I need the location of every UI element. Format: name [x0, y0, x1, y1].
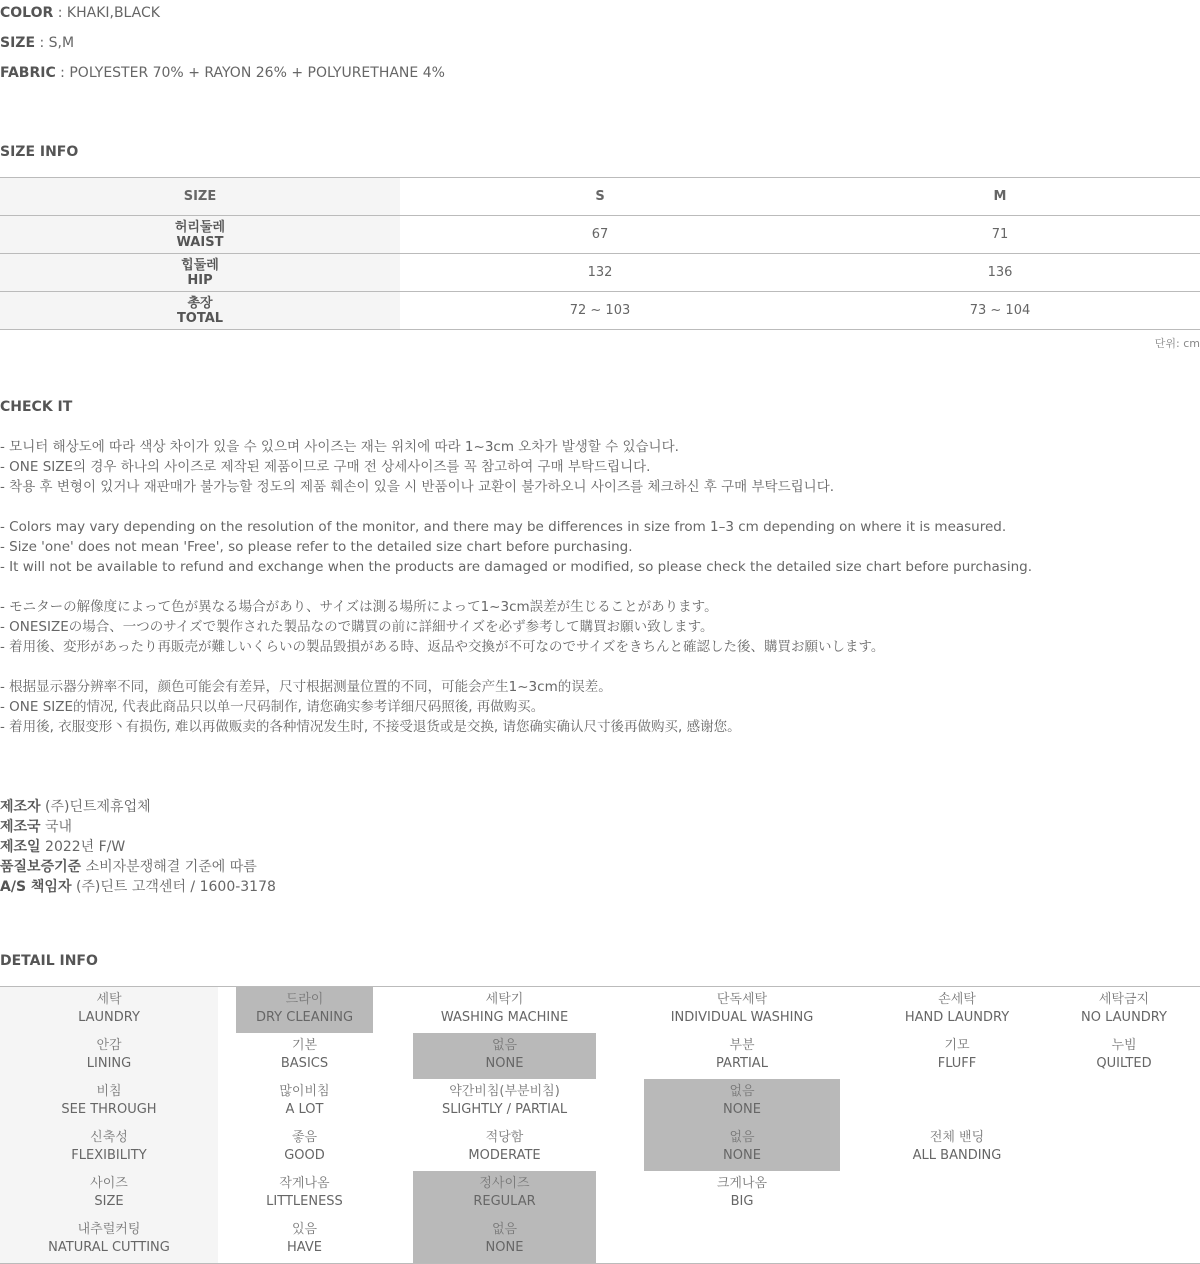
maker-label: 품질보증기준 — [0, 859, 82, 875]
notice-line: - ONE SIZE의 경우 하나의 사이즈로 제작된 제품이므로 구매 전 상세사이즈를 꼭 참고하여 구매 부탁드립니다. — [0, 459, 651, 475]
maker-line — [0, 837, 276, 857]
detail-option: 약간비침(부분비침) SLIGHTLY / PARTIAL — [441, 1084, 568, 1117]
measure-header — [0, 254, 400, 292]
size-label: SIZE — [0, 35, 36, 51]
size-table-header-row — [0, 178, 1200, 216]
table-row — [0, 216, 1200, 254]
maker-value: 소비자분쟁해결 기준에 따름 — [85, 859, 257, 875]
detail-option: 없음 NONE — [485, 1222, 524, 1255]
unit-note: 단위: cm — [1154, 337, 1200, 350]
size-m-header: M — [800, 178, 1200, 216]
measure-ko: 총장 — [187, 295, 213, 311]
table-row — [0, 254, 1200, 292]
check-ko — [0, 437, 834, 497]
detail-option: 있음 HAVE — [287, 1222, 322, 1255]
maker-info — [0, 797, 276, 897]
measure-en: HIP — [187, 272, 213, 288]
measure-en: TOTAL — [176, 310, 224, 326]
check-en — [0, 517, 1032, 577]
maker-line — [0, 817, 276, 837]
size-m-value: 71 — [800, 216, 1200, 254]
size-table — [0, 177, 1200, 330]
measure-header — [0, 292, 400, 330]
detail-option: 기모 FLUFF — [937, 1038, 977, 1071]
notice-line: - 着用後, 衣服变形丶有损伤, 难以再做贩卖的各种情况发生时, 不接受退货或是交换, 请您确实确认尺寸後再做购买, 感谢您。 — [0, 719, 741, 735]
fabric-label: FABRIC — [0, 65, 56, 81]
notice-line: - Size 'one' does not mean 'Free', so please refer to the detailed size chart before purchasing. — [0, 539, 633, 555]
size-header-cell: SIZE — [0, 178, 400, 216]
maker-value: 국내 — [45, 819, 73, 835]
maker-label: 제조자 — [0, 799, 41, 815]
maker-line — [0, 877, 276, 897]
detail-option: 단독세탁 INDIVIDUAL WASHING — [670, 992, 814, 1025]
detail-option: 적당함 MODERATE — [468, 1130, 541, 1163]
maker-value: 2022년 F/W — [45, 839, 126, 855]
detail-option: 기본 BASICS — [280, 1038, 329, 1071]
fabric-line: FABRIC : POLYESTER 70% + RAYON 26% + POLYURETHANE 4% — [0, 65, 445, 81]
size-line: SIZE : S,M — [0, 35, 75, 51]
detail-option: 없음 NONE — [723, 1084, 761, 1117]
maker-label: A/S 책임자 — [0, 879, 72, 895]
detail-info-title: DETAIL INFO — [0, 953, 98, 969]
measure-ko: 힙둘레 — [181, 257, 219, 273]
size-s-value: 67 — [400, 216, 800, 254]
check-zh — [0, 677, 741, 737]
notice-line: - 모니터 해상도에 따라 색상 차이가 있을 수 있으며 사이즈는 재는 위치에 따라 1~3cm 오차가 발생할 수 있습니다. — [0, 439, 679, 455]
color-line: COLOR : KHAKI,BLACK — [0, 5, 160, 21]
maker-label: 제조국 — [0, 819, 41, 835]
detail-option: 전체 밴딩 ALL BANDING — [912, 1130, 1002, 1163]
detail-option: 크게나옴 BIG — [716, 1176, 768, 1209]
table-row — [0, 292, 1200, 330]
notice-line: - 着用後、変形があったり再販売が難しいくらいの製品毀損がある時、返品や交換が不可なのでサイズをきちんと確認した後、購買お願いします。 — [0, 639, 885, 655]
detail-option: 없음 NONE — [485, 1038, 524, 1071]
maker-value: (주)딘트 고객센터 / 1600-3178 — [75, 879, 276, 895]
detail-option: 많이비침 A LOT — [279, 1084, 330, 1117]
measure-header — [0, 216, 400, 254]
detail-option: 작게나옴 LITTLENESS — [266, 1176, 343, 1209]
detail-option: 세탁기 WASHING MACHINE — [440, 992, 569, 1025]
size-m-value: 136 — [800, 254, 1200, 292]
detail-header-lining: 안감 LINING — [86, 1038, 132, 1071]
size-info-title: SIZE INFO — [0, 144, 79, 160]
notice-line: - モニターの解像度によって色が異なる場合があり、サイズは測る場所によって1~3cm誤差が生じることがあります。 — [0, 599, 718, 615]
measure-ko: 허리둘레 — [174, 219, 226, 235]
maker-line — [0, 797, 276, 817]
maker-value: (주)딘트제휴업체 — [45, 799, 151, 815]
notice-line: - 착용 후 변형이 있거나 재판매가 불가능할 정도의 제품 훼손이 있을 시 반품이나 교환이 불가하오니 사이즈를 체크하신 후 구매 부탁드립니다. — [0, 479, 835, 495]
size-s-header: S — [400, 178, 800, 216]
check-it-title: CHECK IT — [0, 399, 73, 415]
size-value: S,M — [48, 35, 75, 51]
detail-header-natural-cutting: 내추럴커팅 NATURAL CUTTING — [48, 1222, 170, 1255]
detail-header-laundry: 세탁 LAUNDRY — [78, 992, 140, 1025]
detail-option: 좋음 GOOD — [284, 1130, 325, 1163]
detail-option: 누빔 QUILTED — [1096, 1038, 1152, 1071]
notice-line: - 根据显示器分辨率不同，颜色可能会有差异，尺寸根据测量位置的不同，可能会产生1~3cm的误差。 — [0, 679, 612, 695]
detail-option: 손세탁 HAND LAUNDRY — [904, 992, 1010, 1025]
fabric-value: POLYESTER 70% + RAYON 26% + POLYURETHANE 4% — [69, 65, 445, 81]
notice-line: - ONE SIZE的情况, 代表此商品只以单一尺码制作, 请您确实参考详细尺码照後, 再做购买。 — [0, 699, 545, 715]
size-s-value: 132 — [400, 254, 800, 292]
detail-option: 부분 PARTIAL — [716, 1038, 768, 1071]
detail-option: 세탁금지 NO LAUNDRY — [1081, 992, 1167, 1025]
detail-header-size: 사이즈 SIZE — [90, 1176, 128, 1209]
color-label: COLOR — [0, 5, 54, 21]
notice-line: - It will not be available to refund and exchange when the products are damaged or modified, so please check the detailed size chart before purchasing. — [0, 559, 1032, 575]
color-value: KHAKI,BLACK — [66, 5, 160, 21]
detail-grid — [0, 986, 1200, 1264]
detail-option: 없음 NONE — [723, 1130, 761, 1163]
detail-option: 정사이즈 REGULAR — [473, 1176, 536, 1209]
notice-line: - ONESIZEの場合、一つのサイズで製作された製品なので購買の前に詳細サイズを必ず参考して購買お願い致します。 — [0, 619, 714, 635]
maker-line — [0, 857, 276, 877]
detail-option: 드라이 DRY CLEANING — [255, 992, 354, 1025]
detail-header-see-through: 비침 SEE THROUGH — [61, 1084, 157, 1117]
measure-en: WAIST — [176, 234, 224, 250]
notice-line: - Colors may vary depending on the resolution of the monitor, and there may be differences in size from 1–3 cm depending on where it is measured. — [0, 519, 1007, 535]
size-s-value: 72 ~ 103 — [400, 292, 800, 330]
size-m-value: 73 ~ 104 — [800, 292, 1200, 330]
check-ja — [0, 597, 884, 657]
maker-label: 제조일 — [0, 839, 41, 855]
detail-header-flexibility: 신축성 FLEXIBILITY — [71, 1130, 147, 1163]
